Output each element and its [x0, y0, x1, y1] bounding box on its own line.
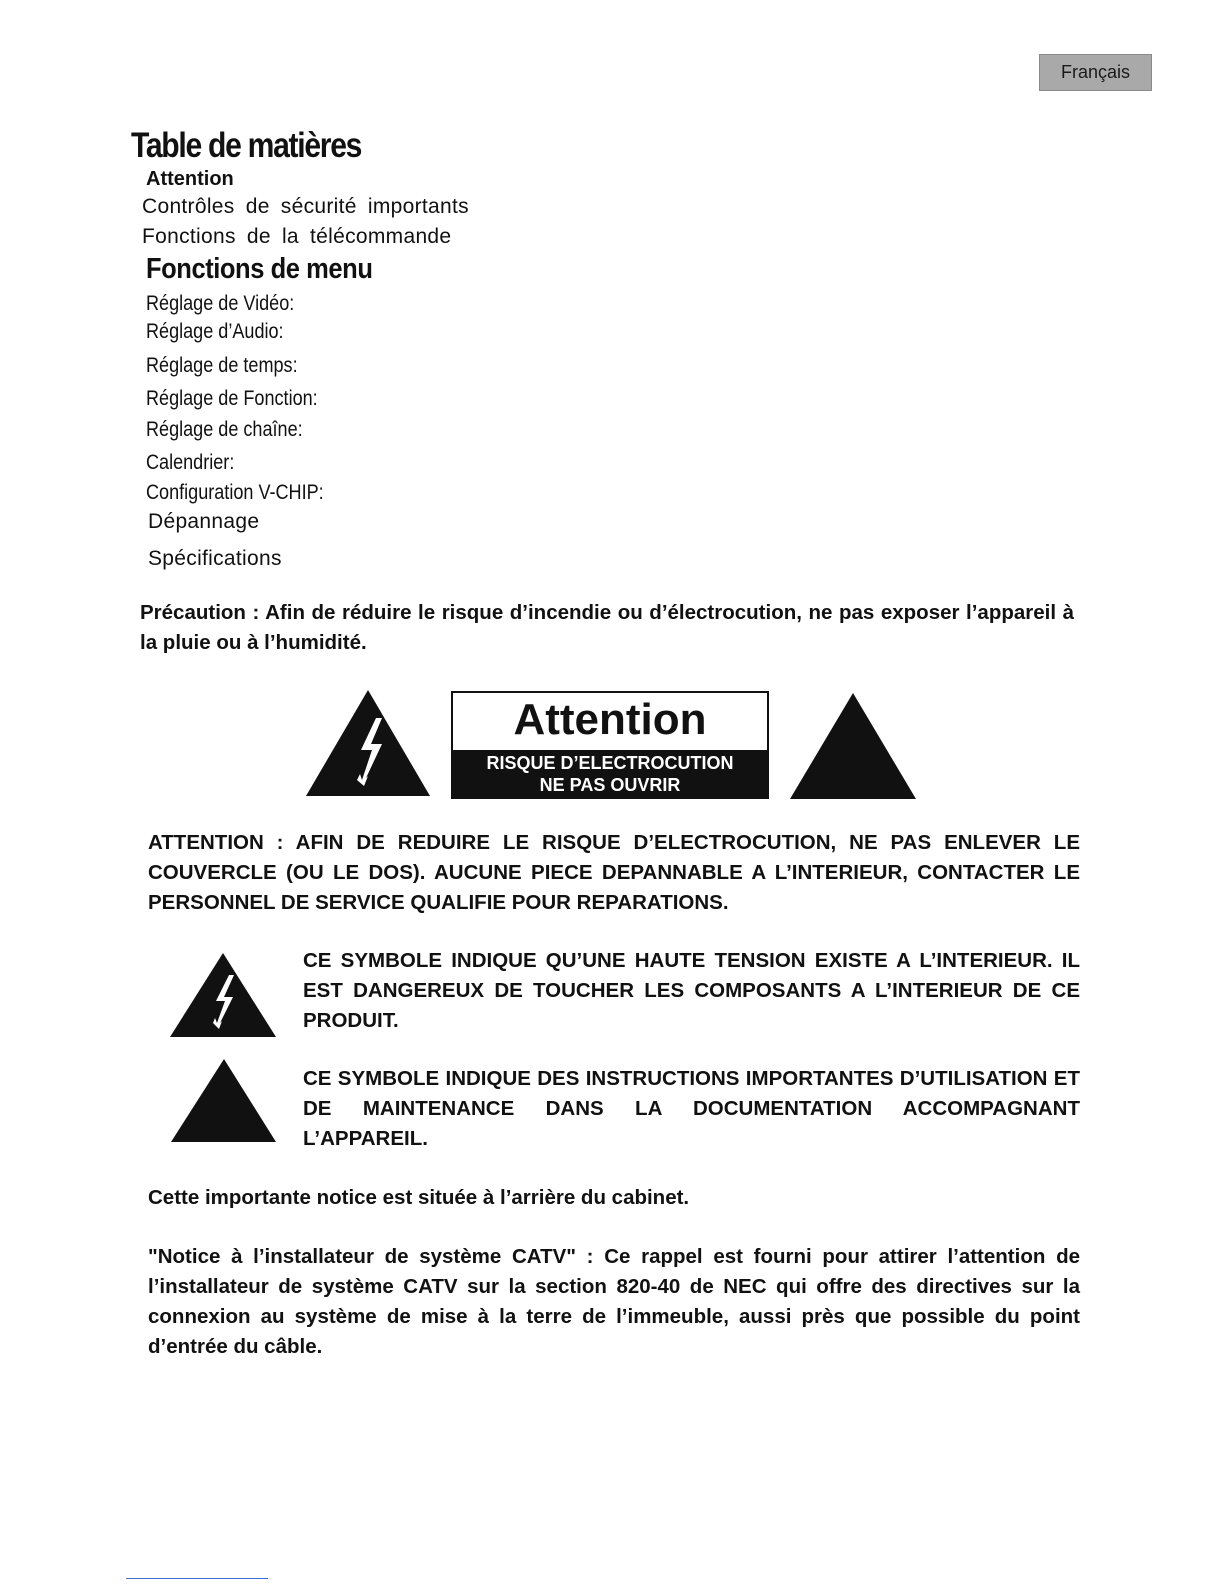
caution-paragraph: Précaution : Afin de réduire le risque d’incendie ou d’électrocution, ne pas exposer l’appareil à la pluie ou à l’humidité. [140, 601, 1074, 654]
toc-entry-remote: Fonctions de la télécommande [142, 225, 452, 248]
cabinet-notice: Cette importante notice est située à l’arrière du cabinet. [148, 1186, 690, 1209]
warning-label-title: Attention [513, 695, 707, 744]
toc-menu-item: Réglage de temps: [146, 354, 298, 377]
catv-notice: "Notice à l’installateur de système CATV" : Ce rappel est fourni pour attirer l’attention de l’installateur de système CATV sur la section 820-40 de NEC qui offre des directives sur la connexion au système de mise à la terre de l’immeuble, aussi près que possible du point d’entrée du câble. [148, 1245, 1080, 1358]
exclamation-symbol-text: CE SYMBOLE INDIQUE DES INSTRUCTIONS IMPORTANTES D’UTILISATION ET DE MAINTENANCE DANS LA DOCUMENTATION ACCOMPAGNANT L’APPAREIL. [303, 1067, 1080, 1150]
warning-paragraph: ATTENTION : AFIN DE REDUIRE LE RISQUE D’ELECTROCUTION, NE PAS ENLEVER LE COUVERCLE (OU LE DOS). AUCUNE PIECE DEPANNABLE A L’INTERIEUR, CONTACTER LE PERSONNEL DE SERVICE QUALIFIE POUR REPARATIONS. [148, 831, 1080, 914]
exclamation-warning-icon [788, 691, 918, 801]
warning-label-line1: RISQUE D’ELECTROCUTION [486, 752, 734, 773]
toc-menu-item: Calendrier: [146, 451, 235, 474]
toc-entry-attention: Attention [146, 168, 234, 190]
toc-entry-safety: Contrôles de sécurité importants [142, 195, 469, 218]
toc-menu-item: Réglage de chaîne: [146, 418, 303, 441]
lightning-symbol-text: CE SYMBOLE INDIQUE QU’UNE HAUTE TENSION EXISTE A L’INTERIEUR. IL EST DANGEREUX DE TOUCHER LES COMPOSANTS A L’INTERIEUR DE CE PRODUIT. [303, 949, 1080, 1032]
toc-entry-troubleshooting: Dépannage [148, 510, 260, 533]
lightning-symbol-icon [168, 951, 278, 1039]
language-tab: Français [1039, 54, 1152, 91]
warning-label-line2: NE PAS OUVRIR [539, 774, 681, 795]
toc-entry-specifications: Spécifications [148, 547, 282, 570]
warning-label-band [453, 750, 767, 797]
lightning-warning-icon [304, 688, 432, 798]
exclamation-symbol-icon [169, 1057, 278, 1144]
warning-label [451, 691, 769, 799]
toc-menu-item: Configuration V-CHIP: [146, 481, 324, 504]
footer-line [126, 1578, 268, 1579]
toc-title: Table de matières [131, 126, 362, 165]
toc-menu-heading: Fonctions de menu [146, 253, 373, 285]
toc-menu-item: Réglage de Fonction: [146, 387, 318, 410]
toc-menu-item: Réglage de Vidéo: [146, 292, 295, 315]
toc-menu-item: Réglage d’Audio: [146, 320, 284, 343]
